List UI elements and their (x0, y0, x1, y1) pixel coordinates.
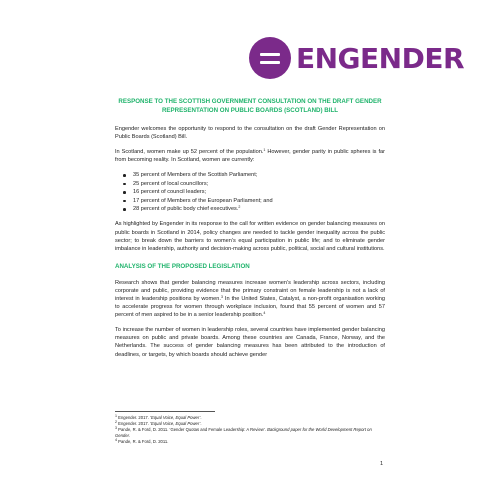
document-title: RESPONSE TO THE SCOTTISH GOVERNMENT CONSULTATION ON THE DRAFT GENDER REPRESENTATION ON PUBLIC BOARDS (SCOTLAND) BILL (118, 98, 382, 114)
page-number: 1 (380, 461, 384, 467)
intro-paragraph: Engender welcomes the opportunity to respond to the consultation on the draft Gender Representation on Public Boards (Scotland) Bill. (115, 126, 385, 141)
equals-logo-icon (249, 37, 291, 79)
section-heading: ANALYSIS OF THE PROPOSED LEGISLATION (115, 262, 250, 270)
footnote: $^1$ Engender. 2017. ‘Equal Voice, Equal Power’. (115, 413, 202, 420)
population-paragraph: In Scotland, women make up 52 percent of the population.$^1$ However, gender parity in public spheres is far from becoming reality. In Scotland, women are currently: (115, 148, 385, 164)
evidence-paragraph: As highlighted by Engender in its response to the call for written evidence on gender balancing measures on public boards in Scotland in 2014, policy changes are needed to tackle gender inequality across the public sector; to break down the barriers to women’s equal participation in public life; and to eliminate gender imbalance in leadership, authority and decision-making across public, political, social and cultural institutions. (115, 221, 385, 252)
footnote: $^4$ Pande, R. & Ford, D. 2011. (115, 437, 169, 444)
logo-text: ENGENDER (296, 41, 465, 75)
footnote-ref[interactable]: 2 (238, 205, 241, 209)
measures-paragraph: To increase the number of women in leadership roles, several countries have implemented gender balancing measures on public and private boards. Among these countries are Canada, France, Norway, and the Netherlands. The success of gender balancing measures has been attributed to the introduction of deadlines, or targets, by which boards should achieve gender (115, 327, 385, 358)
list-item: 25 percent of local councillors; (133, 180, 385, 188)
list-item: 28 percent of public body chief executives.$^2$ (133, 205, 385, 213)
engender-logo (249, 36, 464, 80)
footnote: $^2$ Engender. 2017. ‘Equal Voice, Equal Power’. (115, 419, 202, 426)
list-item: 16 percent of council leaders; (133, 188, 385, 196)
document-body (115, 97, 385, 366)
footnote-ref[interactable]: 3 (220, 294, 223, 299)
list-item: 35 percent of Members of the Scottish Parliament; (133, 171, 385, 179)
footnotes (115, 411, 385, 445)
footnote-divider (115, 411, 215, 412)
research-paragraph: Research shows that gender balancing measures increase women’s leadership across sectors, including corporate and public, providing evidence that the primary constraint on female leadership is not a lack of interest in leadership positions by women.$^3$ In the United States, Catalyst, a non-profit organisation working to accelerate progress for women through workplace inclusion, found that 55 percent of women and 57 percent of men aspired to be in a senior leadership position.$^4$ (115, 279, 385, 319)
footnote-ref[interactable]: 1 (263, 148, 266, 153)
statistics-list (115, 171, 385, 213)
list-item: 17 percent of Members of the European Parliament; and (133, 197, 385, 205)
footnote: $^3$ Pande, R. & Ford, D. 2011. ‘Gender Quotas and Female Leadership: A Review’. Background paper for the World Development Report on Gender. (115, 425, 372, 438)
footnote-ref[interactable]: 4 (263, 311, 266, 316)
